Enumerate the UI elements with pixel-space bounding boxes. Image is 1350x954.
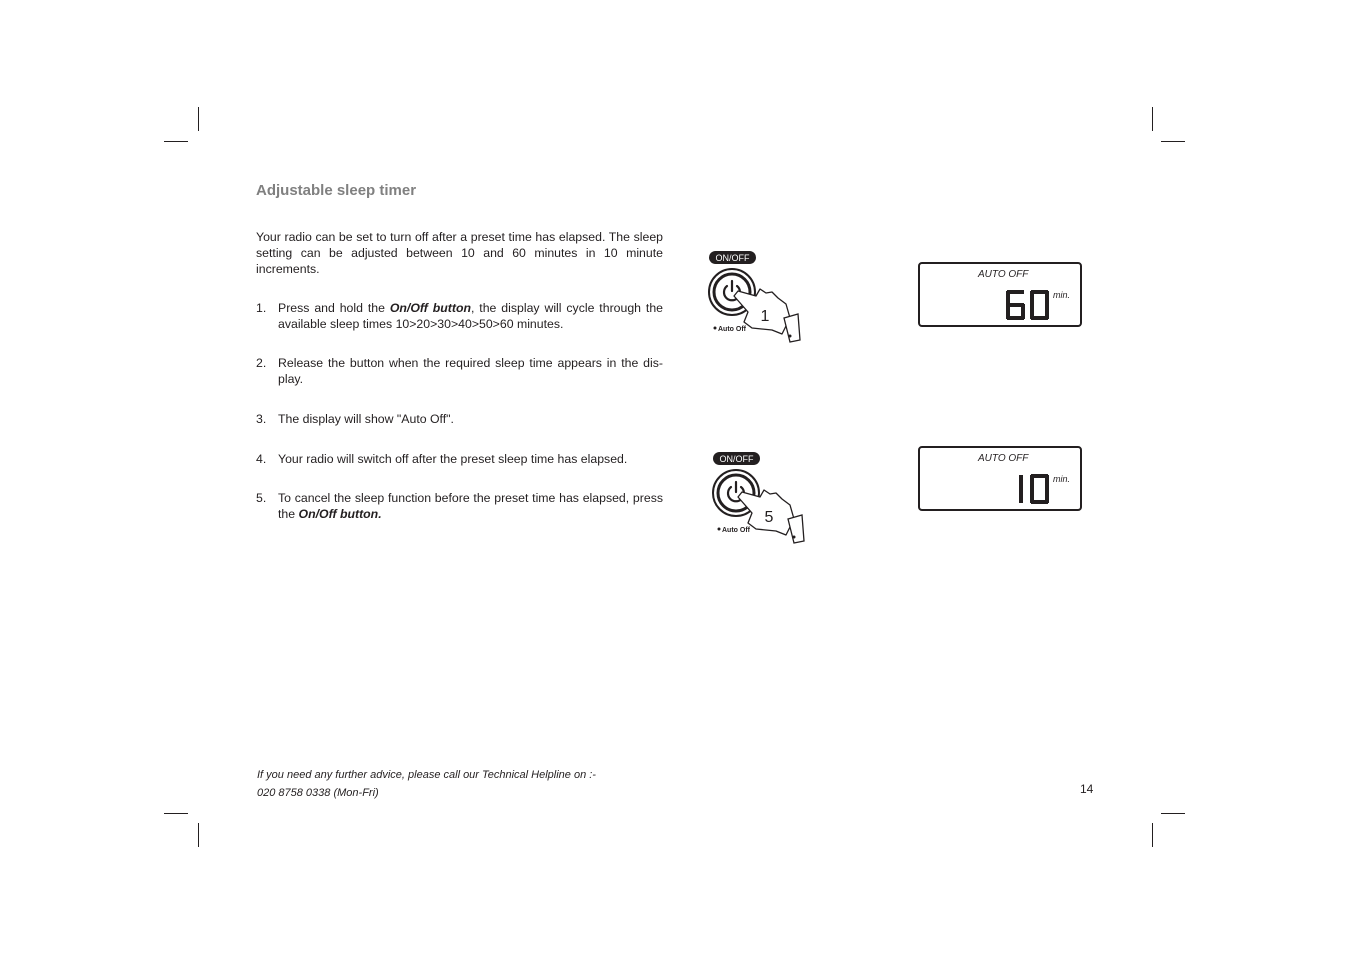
crop-mark — [1152, 823, 1153, 847]
step-text: The display will show "Auto Off". — [278, 412, 454, 426]
lcd-unit: min. — [1053, 290, 1071, 300]
auto-off-label: Auto Off — [722, 527, 750, 534]
crop-mark — [1161, 141, 1185, 142]
on-off-label: ON/OFF — [719, 454, 754, 464]
lcd-display — [918, 262, 1082, 327]
crop-mark — [198, 107, 199, 131]
step-item — [256, 490, 663, 522]
crop-mark — [1152, 107, 1153, 131]
step-number: 4. — [256, 452, 267, 466]
crop-mark — [1161, 813, 1185, 814]
step-callout: 1 — [760, 308, 770, 325]
crop-mark — [164, 141, 188, 142]
step-item — [256, 411, 663, 427]
step-number: 5. — [256, 491, 267, 505]
step-text: To cancel the sleep function before the preset time has elapsed, press the On/Off button. — [278, 491, 663, 521]
on-off-button-illustration — [708, 449, 812, 545]
intro-paragraph: Your radio can be set to turn off after a preset time has elapsed. The sleep setting can be adjusted between 10 and 60 minutes in 10 minute increments. — [256, 230, 663, 276]
step-callout: 5 — [764, 509, 774, 526]
helpline-number: 020 8758 0338 (Mon-Fri) — [257, 787, 379, 799]
lcd-label: AUTO OFF — [978, 269, 1029, 280]
step-text: Press and hold the On/Off button, the display will cycle through the available sleep times 10>20>30>40>50>60 minutes. — [278, 301, 663, 331]
crop-mark — [164, 813, 188, 814]
step-number: 2. — [256, 356, 267, 370]
lcd-display — [918, 446, 1082, 511]
step-number: 1. — [256, 301, 267, 315]
page-number: 14 — [1080, 782, 1094, 796]
step-number: 3. — [256, 412, 267, 426]
lcd-digits-10 — [1005, 473, 1051, 505]
step-item — [256, 355, 663, 387]
crop-mark — [198, 823, 199, 847]
helpline-text: If you need any further advice, please call our Technical Helpline on :- — [257, 769, 596, 781]
lcd-label: AUTO OFF — [978, 453, 1029, 464]
auto-off-label: Auto Off — [718, 326, 746, 333]
on-off-button-illustration — [704, 248, 808, 344]
step-text: Release the button when the required sleep time appears in the dis-play. — [278, 356, 663, 386]
step-item — [256, 451, 663, 467]
step-text: Your radio will switch off after the preset sleep time has elapsed. — [278, 452, 628, 466]
step-item — [256, 300, 663, 332]
lcd-unit: min. — [1053, 474, 1071, 484]
lcd-digits-60 — [1005, 289, 1051, 321]
section-title: Adjustable sleep timer — [256, 182, 417, 199]
on-off-label: ON/OFF — [715, 253, 750, 263]
